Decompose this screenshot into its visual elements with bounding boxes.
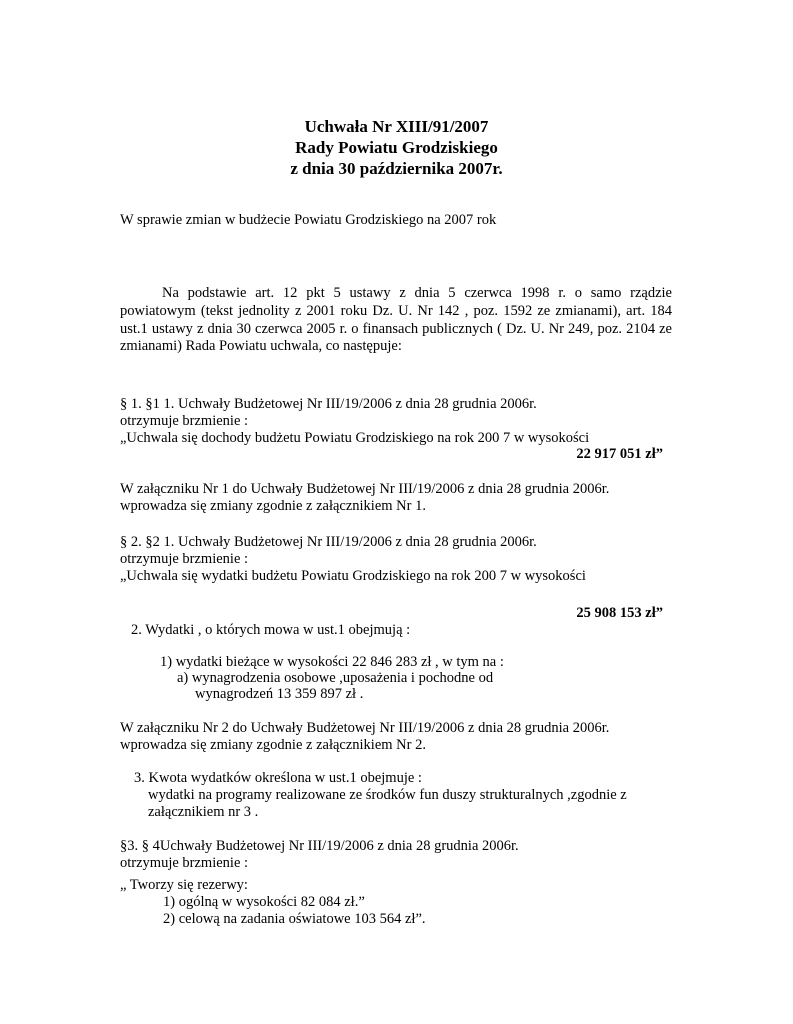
section2-annex-line-1: W załączniku Nr 2 do Uchwały Budżetowej Nr III/19/2006 z dnia 28 grudnia 2006r. — [120, 720, 610, 736]
section3-wording-label: otrzymuje brzmienie : — [120, 855, 249, 871]
section3-reserves-text: „ Tworzy się rezerwy: — [120, 877, 248, 893]
title-council-name: Rady Powiatu Grodziskiego — [295, 138, 498, 157]
section1-revenue-amount: 22 917 051 zł” — [576, 446, 663, 462]
section2-point3-line-3: załącznikiem nr 3 . — [148, 804, 259, 820]
section2-annex-line-2: wprowadza się zmiany zgodnie z załącznikiem Nr 2. — [120, 737, 426, 753]
section1-heading: § 1. §1 1. Uchwały Budżetowej Nr III/19/2006 z dnia 28 grudnia 2006r. — [120, 396, 537, 412]
preamble-line-3: ust.1 ustawy z dnia 30 czerwca 2005 r. o finansach publicznych ( Dz. U. Nr 249, poz. 2104 ze — [120, 321, 672, 337]
subject-line: W sprawie zmian w budżecie Powiatu Grodziskiego na 2007 rok — [120, 212, 497, 228]
section2-salaries-line-2: wynagrodzeń 13 359 897 zł . — [195, 686, 364, 702]
section1-annex-line-2: wprowadza się zmiany zgodnie z załącznikiem Nr 1. — [120, 498, 426, 514]
section2-point2: 2. Wydatki , o których mowa w ust.1 obejmują : — [131, 622, 411, 638]
preamble-line-4: zmianami) Rada Powiatu uchwala, co następuje: — [120, 338, 402, 354]
section3-general-reserve: 1) ogólną w wysokości 82 084 zł.” — [163, 894, 365, 910]
section2-expenditure-amount: 25 908 153 zł” — [576, 605, 663, 621]
preamble-line-2: powiatowym (tekst jednolity z 2001 roku Dz. U. Nr 142 , poz. 1592 ze zmianami), art. 184 — [120, 303, 672, 319]
preamble-line-1: Na podstawie art. 12 pkt 5 ustawy z dnia 5 czerwca 1998 r. o samo rządzie — [162, 285, 672, 301]
title-date: z dnia 30 października 2007r. — [290, 159, 503, 178]
section2-point3-line-2: wydatki na programy realizowane ze środków fun duszy strukturalnych ,zgodnie z — [148, 787, 627, 803]
section3-targeted-reserve: 2) celową na zadania oświatowe 103 564 zł”. — [163, 911, 426, 927]
title-resolution-number: Uchwała Nr XIII/91/2007 — [304, 117, 489, 136]
document-title — [0, 116, 793, 179]
section2-expenditure-text: „Uchwala się wydatki budżetu Powiatu Grodziskiego na rok 200 7 w wysokości — [120, 568, 586, 584]
section1-annex-line-1: W załączniku Nr 1 do Uchwały Budżetowej Nr III/19/2006 z dnia 28 grudnia 2006r. — [120, 481, 610, 497]
section1-revenue-text: „Uchwala się dochody budżetu Powiatu Grodziskiego na rok 200 7 w wysokości — [120, 430, 590, 446]
section2-current-expenditure: 1) wydatki bieżące w wysokości 22 846 283 zł , w tym na : — [160, 654, 504, 670]
section3-heading: §3. § 4Uchwały Budżetowej Nr III/19/2006 z dnia 28 grudnia 2006r. — [120, 838, 519, 854]
section2-point3: 3. Kwota wydatków określona w ust.1 obejmuje : — [134, 770, 422, 786]
section2-heading: § 2. §2 1. Uchwały Budżetowej Nr III/19/2006 z dnia 28 grudnia 2006r. — [120, 534, 537, 550]
section2-wording-label: otrzymuje brzmienie : — [120, 551, 249, 567]
section2-salaries-line-1: a) wynagrodzenia osobowe ,uposażenia i pochodne od — [177, 670, 494, 686]
section1-wording-label: otrzymuje brzmienie : — [120, 413, 249, 429]
